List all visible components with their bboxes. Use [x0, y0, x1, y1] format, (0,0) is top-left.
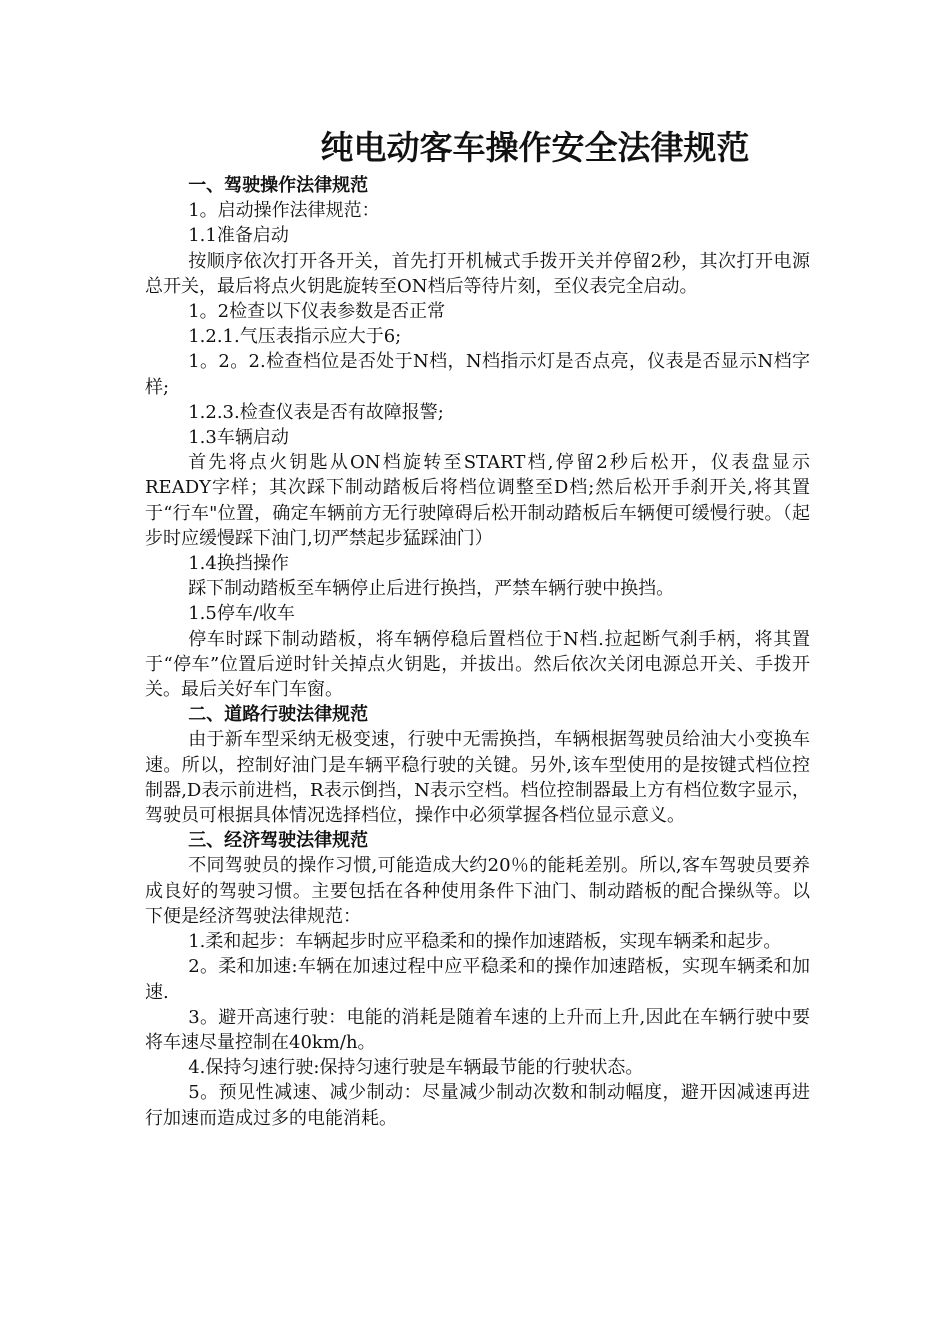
section-heading-road-driving: 二、道路行驶法律规范	[188, 704, 369, 726]
check-item-air-pressure: 1.2.1.气压表指示应大于6;	[188, 326, 402, 348]
economic-item-soft-start: 1.柔和起步：车辆起步时应平稳柔和的操作加速踏板，实现车辆柔和起步。	[188, 931, 782, 953]
subheading-parking: 1.5停车/收车	[188, 603, 295, 625]
paragraph-economic-driving: 不同驾驶员的操作习惯,可能造成大约20％的能耗差别。所以,客车驾驶员要养成良好的驾驶习惯。主要包括在各种使用条件下油门、制动踏板的配合操纵等。以下便是经济驾驶法律规范：	[145, 855, 810, 927]
subheading-vehicle-start: 1.3车辆启动	[188, 427, 289, 449]
economic-item-predictive-braking: 5。预见性减速、减少制动：尽量减少制动次数和制动幅度，避开因减速再进行加速而造成过多的电能消耗。	[145, 1082, 810, 1129]
subheading-startup-rules: 1。启动操作法律规范：	[188, 200, 380, 222]
check-item-fault-alarm: 1.2.3.检查仪表是否有故障报警;	[188, 401, 444, 423]
economic-item-constant-speed: 4.保持匀速行驶:保持匀速行驶是车辆最节能的行驶状态。	[188, 1057, 644, 1079]
subheading-check-instruments: 1。2检查以下仪表参数是否正常	[188, 301, 446, 323]
section-heading-economic-driving: 三、经济驾驶法律规范	[188, 830, 369, 852]
subheading-gear-shift: 1.4换挡操作	[188, 553, 289, 575]
paragraph-vehicle-start: 首先将点火钥匙从ON档旋转至START档,停留2秒后松开，仪表盘显示READY字样；其次踩下制动踏板后将档位调整至D档;然后松开手刹开关,将其置于“行车"位置，确定车辆前方无行驶障碍后松开制动踏板后车辆便可缓慢行驶。（起步时应缓慢踩下油门,切严禁起步猛踩油门）	[145, 452, 810, 549]
economic-item-soft-acceleration: 2。柔和加速:车辆在加速过程中应平稳柔和的操作加速踏板，实现车辆柔和加速.	[145, 956, 810, 1003]
subheading-prepare-start: 1.1准备启动	[188, 225, 289, 247]
paragraph-parking: 停车时踩下制动踏板，将车辆停稳后置档位于N档.拉起断气刹手柄，将其置于“停车”位置后逆时针关掉点火钥匙，并拔出。然后依次关闭电源总开关、手拨开关。最后关好车门车窗。	[145, 628, 810, 701]
paragraph-prepare-start: 按顺序依次打开各开关，首先打开机械式手拨开关并停留2秒，其次打开电源总开关，最后将点火钥匙旋转至ON档后等待片刻，至仪表完全启动。	[145, 250, 810, 297]
paragraph-road-driving: 由于新车型采纳无极变速，行驶中无需换挡，车辆根据驾驶员给油大小变换车速。所以，控制好油门是车辆平稳行驶的关键。另外,该车型使用的是按键式档位控制器,D表示前进档，R表示倒挡，N表示空档。档位控制器最上方有档位数字显示，驾驶员可根据具体情况选择档位，操作中必须掌握各档位显示意义。	[145, 729, 810, 827]
paragraph-gear-shift: 踩下制动踏板至车辆停止后进行换挡，严禁车辆行驶中换挡。	[188, 578, 675, 600]
document-body	[145, 173, 810, 1131]
check-item-gear-position: 1。2。2.检查档位是否处于N档，N档指示灯是否点亮，仪表是否显示N档字样;	[145, 351, 810, 398]
section-heading-driving-operation: 一、驾驶操作法律规范	[188, 175, 369, 196]
document-title: 纯电动客车操作安全法律规范	[320, 128, 750, 167]
economic-item-avoid-high-speed: 3。避开高速行驶：电能的消耗是随着车速的上升而上升,因此在车辆行驶中要将车速尽量控制在40km/h。	[145, 1006, 810, 1053]
